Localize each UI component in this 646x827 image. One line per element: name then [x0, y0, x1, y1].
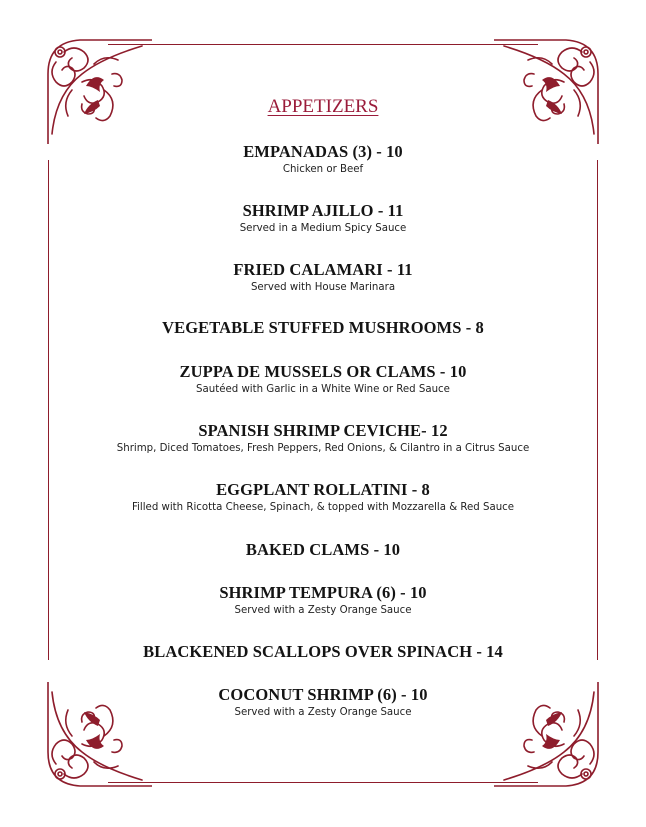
item-name: ZUPPA DE MUSSELS OR CLAMS - 10 — [179, 362, 467, 381]
item-name: SPANISH SHRIMP CEVICHE- 12 — [198, 421, 448, 440]
item-description: Served with House Marinara — [250, 282, 396, 293]
menu-item-coconut-shrimp — [60, 685, 586, 718]
item-name: COCONUT SHRIMP (6) - 10 — [218, 685, 428, 704]
border-right — [597, 160, 598, 660]
menu-item-baked-clams — [60, 540, 586, 560]
menu-item-spanish-shrimp-ceviche — [60, 421, 586, 454]
menu-item-eggplant-rollatini — [60, 480, 586, 513]
menu-item-zuppa-de-mussels — [60, 362, 586, 395]
item-name: EMPANADAS (3) - 10 — [243, 142, 403, 161]
border-bottom — [108, 782, 538, 783]
border-left — [48, 160, 49, 660]
item-description: Served with a Zesty Orange Sauce — [234, 605, 412, 616]
section-heading: APPETIZERS — [267, 96, 379, 117]
border-top — [108, 44, 538, 45]
item-description: Filled with Ricotta Cheese, Spinach, & topped with Mozzarella & Red Sauce — [131, 502, 515, 513]
item-name: EGGPLANT ROLLATINI - 8 — [216, 480, 430, 499]
item-name: FRIED CALAMARI - 11 — [233, 260, 413, 279]
item-description: Served in a Medium Spicy Sauce — [239, 223, 407, 234]
menu-item-shrimp-ajillo — [60, 201, 586, 234]
item-name: BAKED CLAMS - 10 — [245, 540, 401, 559]
menu-item-shrimp-tempura — [60, 583, 586, 616]
appetizers-menu — [60, 96, 586, 718]
item-name: VEGETABLE STUFFED MUSHROOMS - 8 — [162, 318, 484, 337]
item-description: Chicken or Beef — [282, 164, 364, 175]
menu-item-fried-calamari — [60, 260, 586, 293]
menu-item-blackened-scallops — [60, 642, 586, 662]
item-name: SHRIMP TEMPURA (6) - 10 — [219, 583, 427, 602]
item-description: Shrimp, Diced Tomatoes, Fresh Peppers, Red Onions, & Cilantro in a Citrus Sauce — [116, 443, 530, 454]
item-description: Served with a Zesty Orange Sauce — [234, 707, 412, 718]
item-name: BLACKENED SCALLOPS OVER SPINACH - 14 — [143, 642, 503, 661]
menu-item-empanadas — [60, 142, 586, 175]
menu-item-vegetable-stuffed-mushrooms — [60, 318, 586, 338]
item-name: SHRIMP AJILLO - 11 — [242, 201, 404, 220]
item-description: Sautéed with Garlic in a White Wine or Red Sauce — [196, 384, 450, 395]
